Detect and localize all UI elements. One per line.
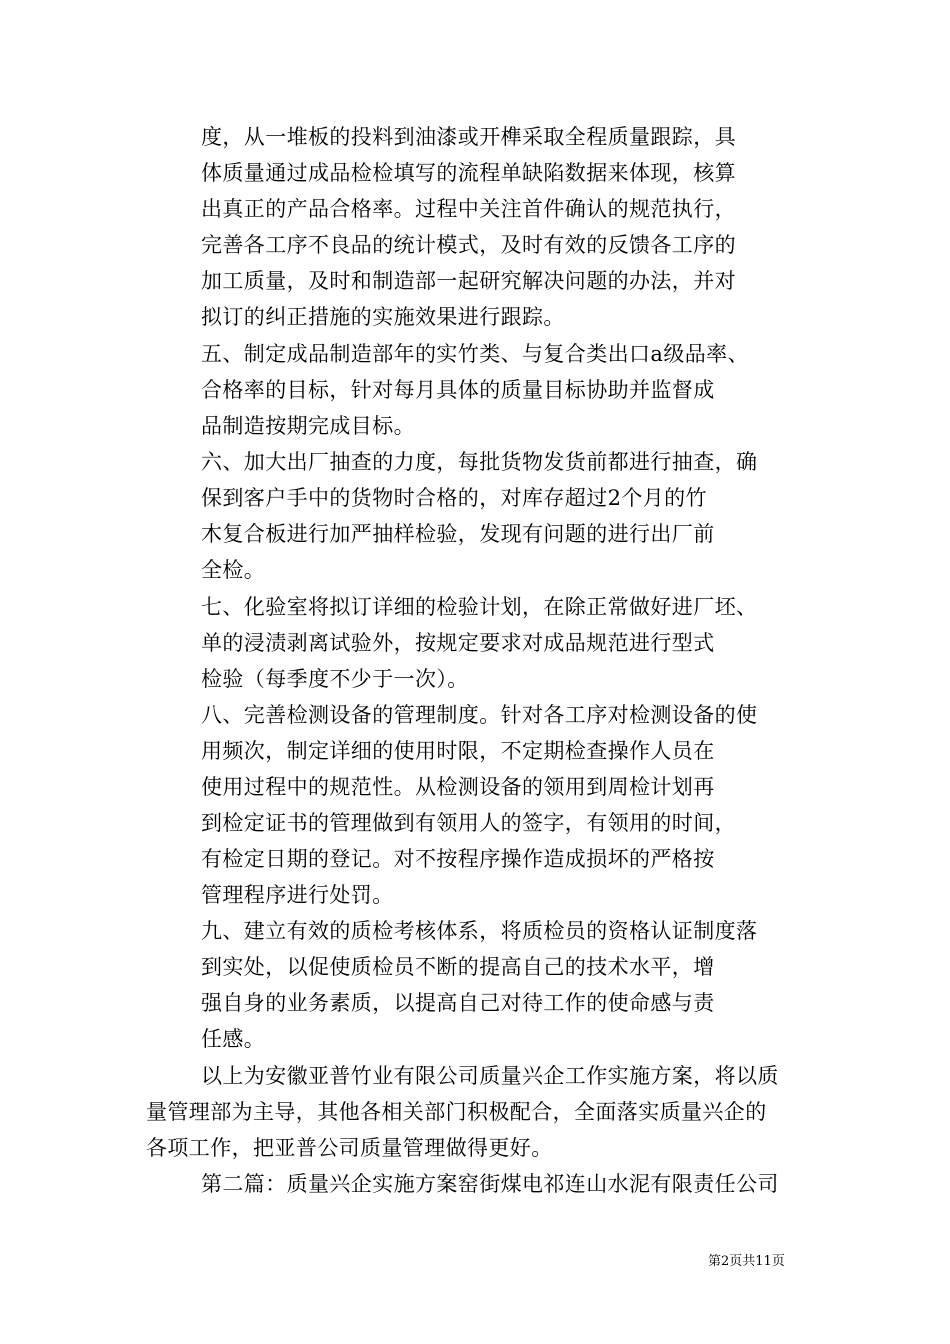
text-line: 全检。	[201, 558, 266, 582]
page-number: 第2页共11页	[708, 1254, 785, 1269]
text-line: 任感。	[201, 1027, 266, 1051]
text-line: 用频次，制定详细的使用时限，不定期检查操作人员在	[201, 739, 715, 763]
text-line: 到实处，以促使质检员不断的提高自己的技术水平，增	[201, 955, 715, 979]
text-line: 拟订的纠正措施的实施效果进行跟踪。	[201, 305, 565, 329]
text-line: 合格率的目标，针对每月具体的质量目标协助并监督成	[201, 378, 715, 402]
text-line: 六、加大出厂抽查的力度，每批货物发货前都进行抽查，确	[201, 450, 758, 474]
text-line: 保到客户手中的货物时合格的，对库存超过2个月的竹	[201, 486, 707, 510]
text-line: 九、建立有效的质检考核体系，将质检员的资格认证制度落	[201, 919, 758, 943]
text-line: 七、化验室将拟订详细的检验计划，在除正常做好进厂坯、	[201, 595, 758, 619]
text-line: 木复合板进行加严抽样检验，发现有问题的进行出厂前	[201, 522, 715, 546]
text-line: 量管理部为主导，其他各相关部门积极配合，全面落实质量兴企的	[146, 1100, 767, 1124]
text-line: 度，从一堆板的投料到油漆或开榫采取全程质量跟踪，具	[201, 125, 736, 149]
text-line: 五、制定成品制造部年的实竹类、与复合类出口a级品率、	[201, 342, 749, 366]
text-line: 品制造按期完成目标。	[201, 414, 415, 438]
text-line: 单的浸渍剥离试验外，按规定要求对成品规范进行型式	[201, 631, 715, 655]
text-line: 加工质量，及时和制造部一起研究解决问题的办法，并对	[201, 269, 736, 293]
text-line: 体质量通过成品检检填写的流程单缺陷数据来体现，核算	[201, 161, 736, 185]
text-line: 到检定证书的管理做到有领用人的签字，有领用的时间，	[201, 811, 736, 835]
text-line: 完善各工序不良品的统计模式，及时有效的反馈各工序的	[201, 233, 736, 257]
text-line: 有检定日期的登记。对不按程序操作造成损坏的严格按	[201, 847, 715, 871]
text-line: 出真正的产品合格率。过程中关注首件确认的规范执行，	[201, 197, 736, 221]
text-line: 使用过程中的规范性。从检测设备的领用到周检计划再	[201, 775, 715, 799]
section-heading: 第二篇：质量兴企实施方案窑街煤电祁连山水泥有限责任公司	[201, 1172, 779, 1196]
text-line: 八、完善检测设备的管理制度。针对各工序对检测设备的使	[201, 703, 758, 727]
text-line: 以上为安徽亚普竹业有限公司质量兴企工作实施方案，将以质	[201, 1064, 779, 1088]
text-line: 管理程序进行处罚。	[201, 883, 394, 907]
text-line: 各项工作，把亚普公司质量管理做得更好。	[146, 1136, 553, 1160]
text-line: 检验（每季度不少于一次）。	[201, 667, 469, 691]
text-line: 强自身的业务素质，以提高自己对待工作的使命感与责	[201, 991, 715, 1015]
